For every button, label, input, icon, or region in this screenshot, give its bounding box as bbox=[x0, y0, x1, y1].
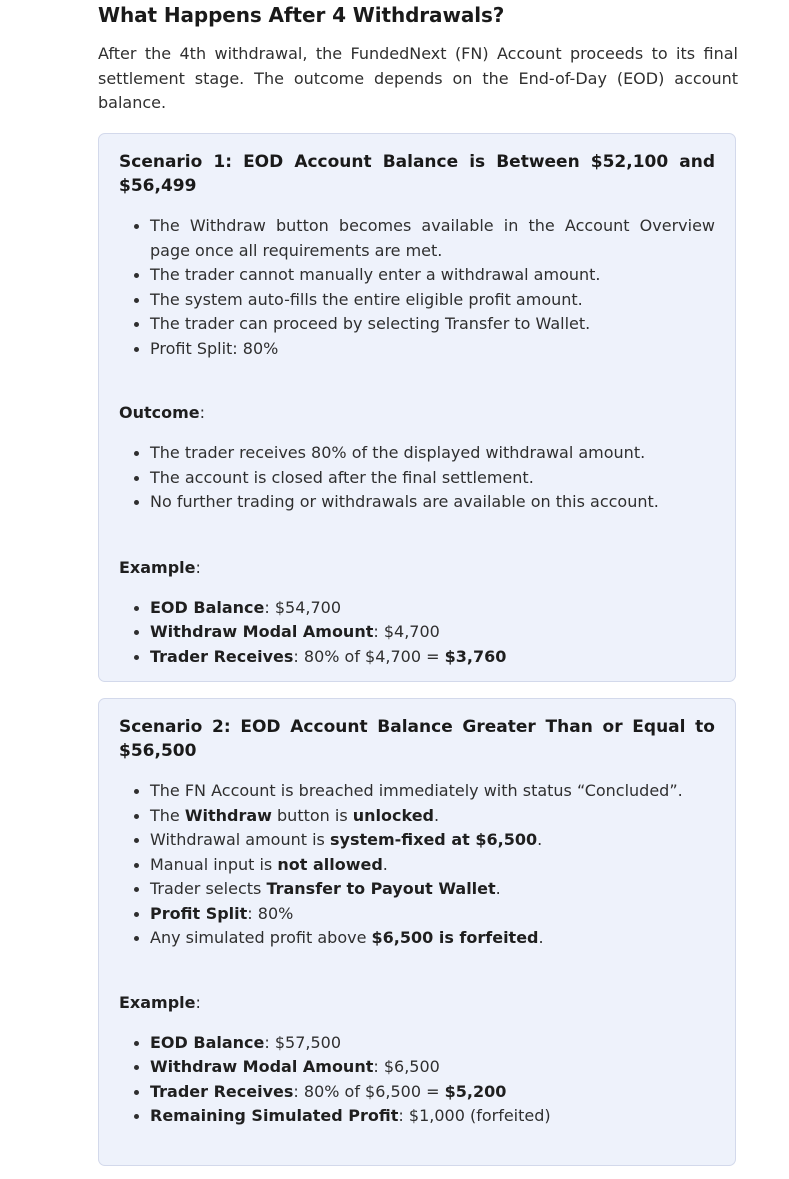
list-item bbox=[150, 877, 715, 902]
list-item: The system auto-fills the entire eligible profit amount. bbox=[150, 288, 715, 313]
text-segment: . bbox=[495, 879, 501, 898]
example-item-label: EOD Balance bbox=[150, 597, 265, 617]
example-item-text: : $57,500 bbox=[264, 1032, 342, 1052]
outcome-label: Outcome bbox=[119, 403, 200, 422]
strong-segment: Transfer to Payout Wallet bbox=[266, 879, 496, 898]
example-item-text: : $1,000 (forfeited) bbox=[398, 1106, 551, 1125]
text-segment: Withdrawal amount is bbox=[150, 830, 330, 849]
example-item-text: : $4,700 bbox=[373, 622, 440, 641]
strong-segment: not allowed bbox=[277, 854, 383, 874]
list-item: The trader receives 80% of the displayed withdrawal amount. bbox=[150, 441, 715, 466]
text-segment: Any simulated profit above bbox=[150, 928, 372, 947]
scenario-2-rules-list bbox=[119, 779, 715, 951]
scenario-1-outcome-list bbox=[119, 441, 715, 515]
list-item bbox=[150, 1104, 715, 1129]
example-label-line bbox=[119, 556, 715, 580]
colon: : bbox=[195, 557, 201, 577]
example-item-label: Trader Receives bbox=[150, 1081, 294, 1101]
list-item bbox=[150, 1055, 715, 1080]
example-item-result: $3,760 bbox=[444, 646, 507, 666]
strong-segment: $6,500 is forfeited bbox=[371, 928, 539, 947]
list-item: No further trading or withdrawals are available on this account. bbox=[150, 490, 715, 515]
scenario-2-card bbox=[98, 698, 736, 1166]
outcome-label-line bbox=[119, 401, 715, 425]
example-item-label: Remaining Simulated Profit bbox=[150, 1106, 399, 1125]
text-segment: . bbox=[382, 854, 388, 874]
list-item bbox=[150, 804, 715, 829]
example-label-line bbox=[119, 991, 715, 1015]
example-item-label: EOD Balance bbox=[150, 1032, 265, 1052]
colon: : bbox=[195, 992, 201, 1012]
strong-segment: unlocked bbox=[352, 805, 435, 825]
colon: : bbox=[199, 403, 206, 422]
list-item: Profit Split: 80% bbox=[150, 337, 715, 362]
list-item bbox=[150, 620, 715, 645]
list-item bbox=[150, 828, 715, 853]
example-label: Example bbox=[119, 557, 196, 577]
example-item-label: Trader Receives bbox=[150, 646, 294, 666]
example-item-result: $5,200 bbox=[444, 1081, 507, 1101]
list-item: The trader cannot manually enter a withdrawal amount. bbox=[150, 263, 715, 288]
example-label: Example bbox=[119, 992, 196, 1012]
example-item-label: Withdraw Modal Amount bbox=[150, 622, 374, 641]
text-segment: . bbox=[538, 928, 544, 947]
text-segment: . bbox=[434, 805, 440, 825]
scenario-2-example-list bbox=[119, 1031, 715, 1129]
text-segment: : 80% bbox=[247, 903, 294, 923]
text-segment: button is bbox=[271, 805, 353, 825]
scenario-2-heading: Scenario 2: EOD Account Balance Greater Than or Equal to $56,500 bbox=[119, 717, 715, 761]
list-item bbox=[150, 853, 715, 878]
list-item: The trader can proceed by selecting Transfer to Wallet. bbox=[150, 312, 715, 337]
scenario-1-example-list bbox=[119, 596, 715, 670]
text-segment: . bbox=[537, 830, 543, 849]
scenario-1-heading: Scenario 1: EOD Account Balance is Between $52,100 and $56,499 bbox=[119, 152, 715, 196]
example-item-text: : 80% of $6,500 = bbox=[293, 1081, 445, 1101]
list-item: The account is closed after the final settlement. bbox=[150, 466, 715, 491]
strong-segment: system-fixed at $6,500 bbox=[329, 830, 538, 849]
intro-paragraph: After the 4th withdrawal, the FundedNext (FN) Account proceeds to its final settlement stage. The outcome depends on the End-of-Day (EOD) account balance. bbox=[98, 44, 738, 112]
page-title: What Happens After 4 Withdrawals? bbox=[98, 3, 505, 27]
example-item-text: : $54,700 bbox=[264, 597, 342, 617]
list-item bbox=[150, 596, 715, 621]
list-item bbox=[150, 645, 715, 670]
list-item bbox=[150, 1080, 715, 1105]
list-item bbox=[150, 926, 715, 951]
scenario-1-requirements-list bbox=[119, 214, 715, 361]
text-segment: The bbox=[150, 805, 185, 825]
strong-segment: Withdraw bbox=[184, 805, 272, 825]
text-segment: Manual input is bbox=[150, 854, 278, 874]
example-item-label: Withdraw Modal Amount bbox=[150, 1057, 374, 1076]
example-item-text: : $6,500 bbox=[373, 1057, 440, 1076]
list-item: The Withdraw button becomes available in the Account Overview page once all requirements are met. bbox=[150, 214, 715, 263]
text-segment: Trader selects bbox=[150, 879, 267, 898]
scenario-1-card bbox=[98, 133, 736, 682]
strong-segment: Profit Split bbox=[150, 903, 248, 923]
list-item: The FN Account is breached immediately with status “Concluded”. bbox=[150, 779, 715, 804]
list-item bbox=[150, 1031, 715, 1056]
list-item bbox=[150, 902, 715, 927]
example-item-text: : 80% of $4,700 = bbox=[293, 646, 445, 666]
